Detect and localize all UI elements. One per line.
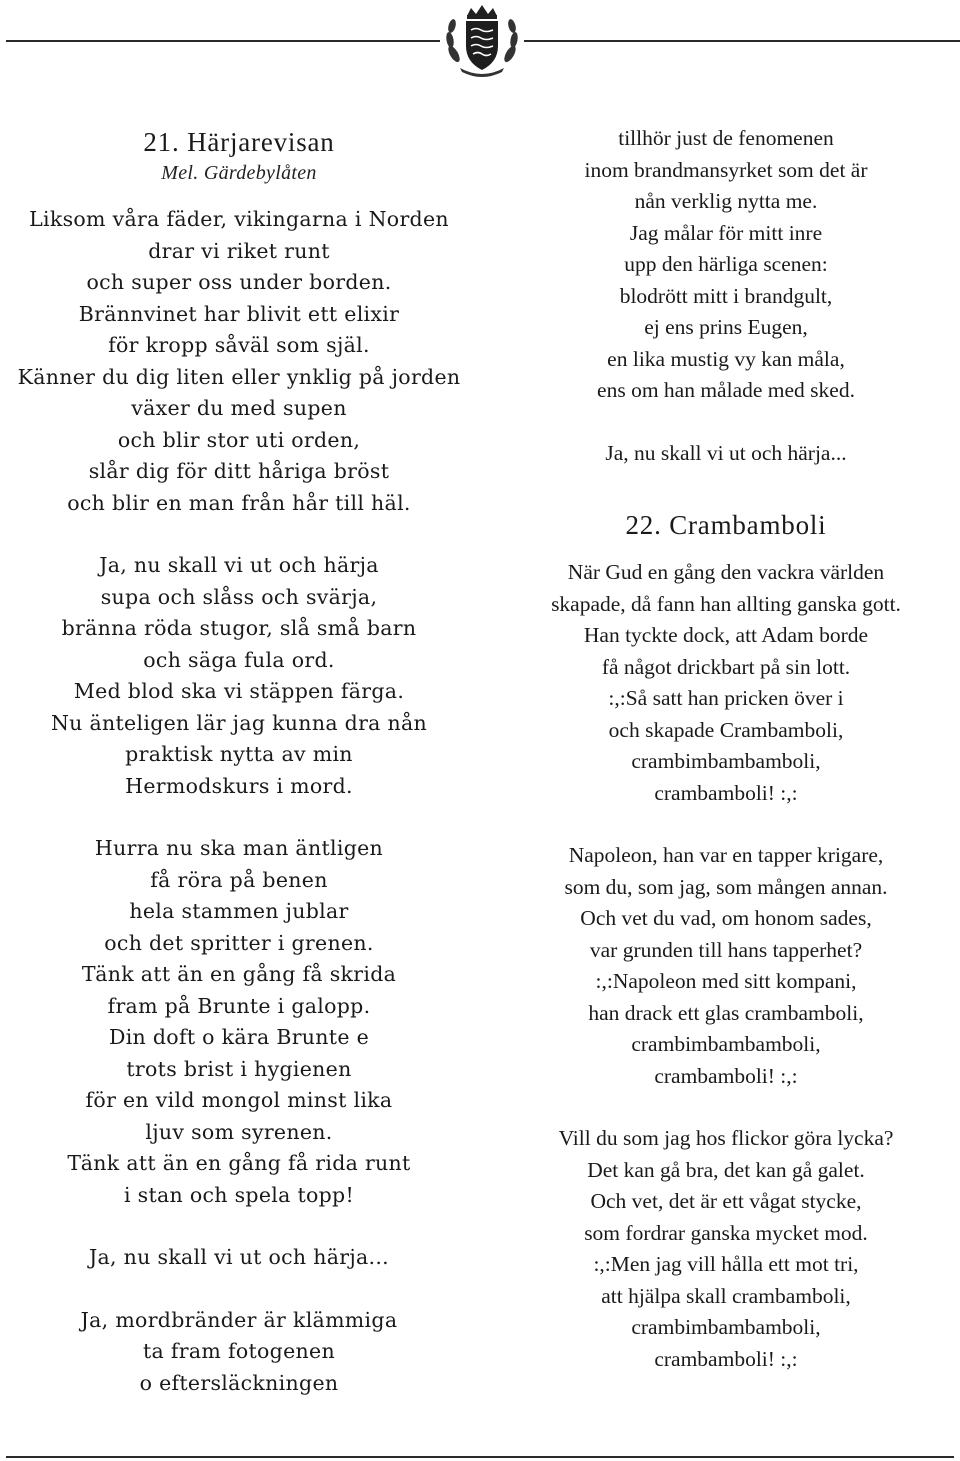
stanza: [490, 557, 960, 1375]
verse-line: och blir stor uti orden,: [117, 427, 361, 452]
verse-line: att hjälpa skall crambamboli,: [601, 1283, 851, 1308]
verse-line: och blir en man från hår till häl.: [67, 490, 411, 515]
verse-line: i stan och spela topp!: [123, 1182, 355, 1207]
verse-line: Vill du som jag hos flickor göra lycka?: [558, 1126, 894, 1150]
verse-line: tillhör just de fenomenen: [618, 126, 834, 150]
verse-line: ej ens prins Eugen,: [644, 315, 808, 339]
verse-line: crambamboli! :,:: [654, 780, 798, 805]
verse-line: hela stammen jublar: [129, 899, 349, 923]
verse-line: och säga fula ord.: [143, 647, 335, 672]
verse-line: för en vild mongol minst lika: [85, 1088, 393, 1112]
verse-line: crambimbambamboli,: [631, 749, 821, 773]
verse-line: supa och slåss och svärja,: [100, 584, 378, 609]
verse-line: han drack ett glas crambamboli,: [588, 1000, 864, 1025]
verse-line: crambamboli! :,:: [654, 1063, 798, 1088]
verse-line: Hermodskurs i mord.: [125, 773, 353, 798]
verse-line: inom brandmansyrket som det är: [584, 157, 868, 182]
verse-line: crambimbambamboli,: [631, 1315, 821, 1339]
verse-line: blodrött mitt i brandgult,: [619, 283, 833, 308]
verse-line: praktisk nytta av min: [125, 742, 353, 766]
verse-line: växer du med supen: [131, 396, 347, 420]
verse-line: och skapade Crambamboli,: [608, 717, 844, 742]
verse-line: Hurra nu ska man äntligen: [94, 836, 384, 860]
verse-line: Napoleon, han var en tapper krigare,: [568, 843, 884, 867]
verse-line: o eftersläckningen: [139, 1370, 339, 1395]
verse-line: Tänk att än en gång få rida runt: [67, 1151, 411, 1175]
verse-line: :,:Men jag vill hålla ett mot tri,: [593, 1252, 859, 1276]
verse-line: drar vi riket runt: [148, 238, 330, 263]
verse-line: :,:Så satt han pricken över i: [608, 686, 844, 710]
verse-line: fram på Brunte i galopp.: [107, 993, 371, 1018]
left-column: [0, 126, 478, 1399]
verse-line: :,:Napoleon med sitt kompani,: [595, 969, 857, 993]
verse-line: som fordrar ganska mycket mod.: [584, 1220, 868, 1245]
verse-line: Jag målar för mitt inre: [629, 220, 823, 245]
verse-line: få röra på benen: [150, 867, 328, 892]
header-rule-right: [524, 40, 960, 42]
verse-line: och det spritter i grenen.: [104, 930, 374, 955]
verse-line: få något drickbart på sin lott.: [601, 654, 851, 679]
verse-line: slår dig för ditt håriga bröst: [88, 459, 390, 483]
verse-line: Och vet, det är ett vågat stycke,: [590, 1189, 862, 1213]
verse-line: Tänk att än en gång få skrida: [81, 962, 397, 986]
verse-line: trots brist i hygienen: [126, 1056, 352, 1081]
song-title-22: 22. Crambamboli: [625, 510, 827, 540]
song-title-21: 21. Härjarevisan: [143, 127, 335, 157]
verse-line: ens om han målade med sked.: [597, 378, 855, 402]
verse-line: Ja, nu skall vi ut och härja: [99, 553, 379, 577]
verse-line: ta fram fotogenen: [143, 1339, 335, 1363]
footer-rule: [6, 1456, 954, 1458]
verse-line: Han tyckte dock, att Adam borde: [583, 623, 869, 647]
verse-line: Ja, nu skall vi ut och härja...: [605, 440, 847, 465]
verse-line: Det kan gå bra, det kan gå galet.: [587, 1157, 865, 1182]
stanza: [0, 204, 478, 1399]
verse-line: nån verklig nytta me.: [634, 189, 818, 213]
verse-line: Och vet du vad, om honom sades,: [580, 906, 872, 930]
verse-line: crambamboli! :,:: [654, 1346, 798, 1371]
verse-line: crambimbambamboli,: [631, 1032, 821, 1056]
verse-line: som du, som jag, som mången annan.: [564, 874, 888, 899]
verse-line: När Gud en gång den vackra världen: [567, 560, 885, 584]
verse-line: Med blod ska vi stäppen färga.: [73, 679, 405, 703]
verse-line: Känner du dig liten eller ynklig på jorden: [17, 364, 461, 389]
verse-line: en lika mustig vy kan måla,: [607, 346, 845, 371]
verse-line: Nu änteligen lär jag kunna dra nån: [50, 710, 428, 735]
verse-line: Ja, nu skall vi ut och härja...: [89, 1245, 389, 1269]
verse-line: var grunden till hans tapperhet?: [589, 937, 863, 962]
verse-line: Liksom våra fäder, vikingarna i Norden: [29, 207, 449, 231]
verse-line: och super oss under borden.: [86, 270, 392, 294]
stanza: [490, 123, 960, 469]
verse-line: skapade, då fann han allting ganska gott.: [551, 591, 901, 616]
verse-line: Din doft o kära Brunte e: [108, 1025, 370, 1049]
verse-line: Ja, mordbränder är klämmiga: [80, 1307, 398, 1332]
verse-line: ljuv som syrenen.: [145, 1119, 333, 1144]
verse-line: Brännvinet har blivit ett elixir: [78, 301, 400, 326]
coat-of-arms-icon: [440, 2, 524, 78]
header-rule-left: [6, 40, 440, 42]
verse-line: bränna röda stugor, slå små barn: [61, 616, 417, 640]
right-column: [490, 123, 960, 1375]
melody-note: Mel. Gärdebylåten: [161, 162, 317, 184]
verse-line: upp den härliga scenen:: [624, 252, 828, 276]
verse-line: för kropp såväl som själ.: [108, 333, 370, 357]
